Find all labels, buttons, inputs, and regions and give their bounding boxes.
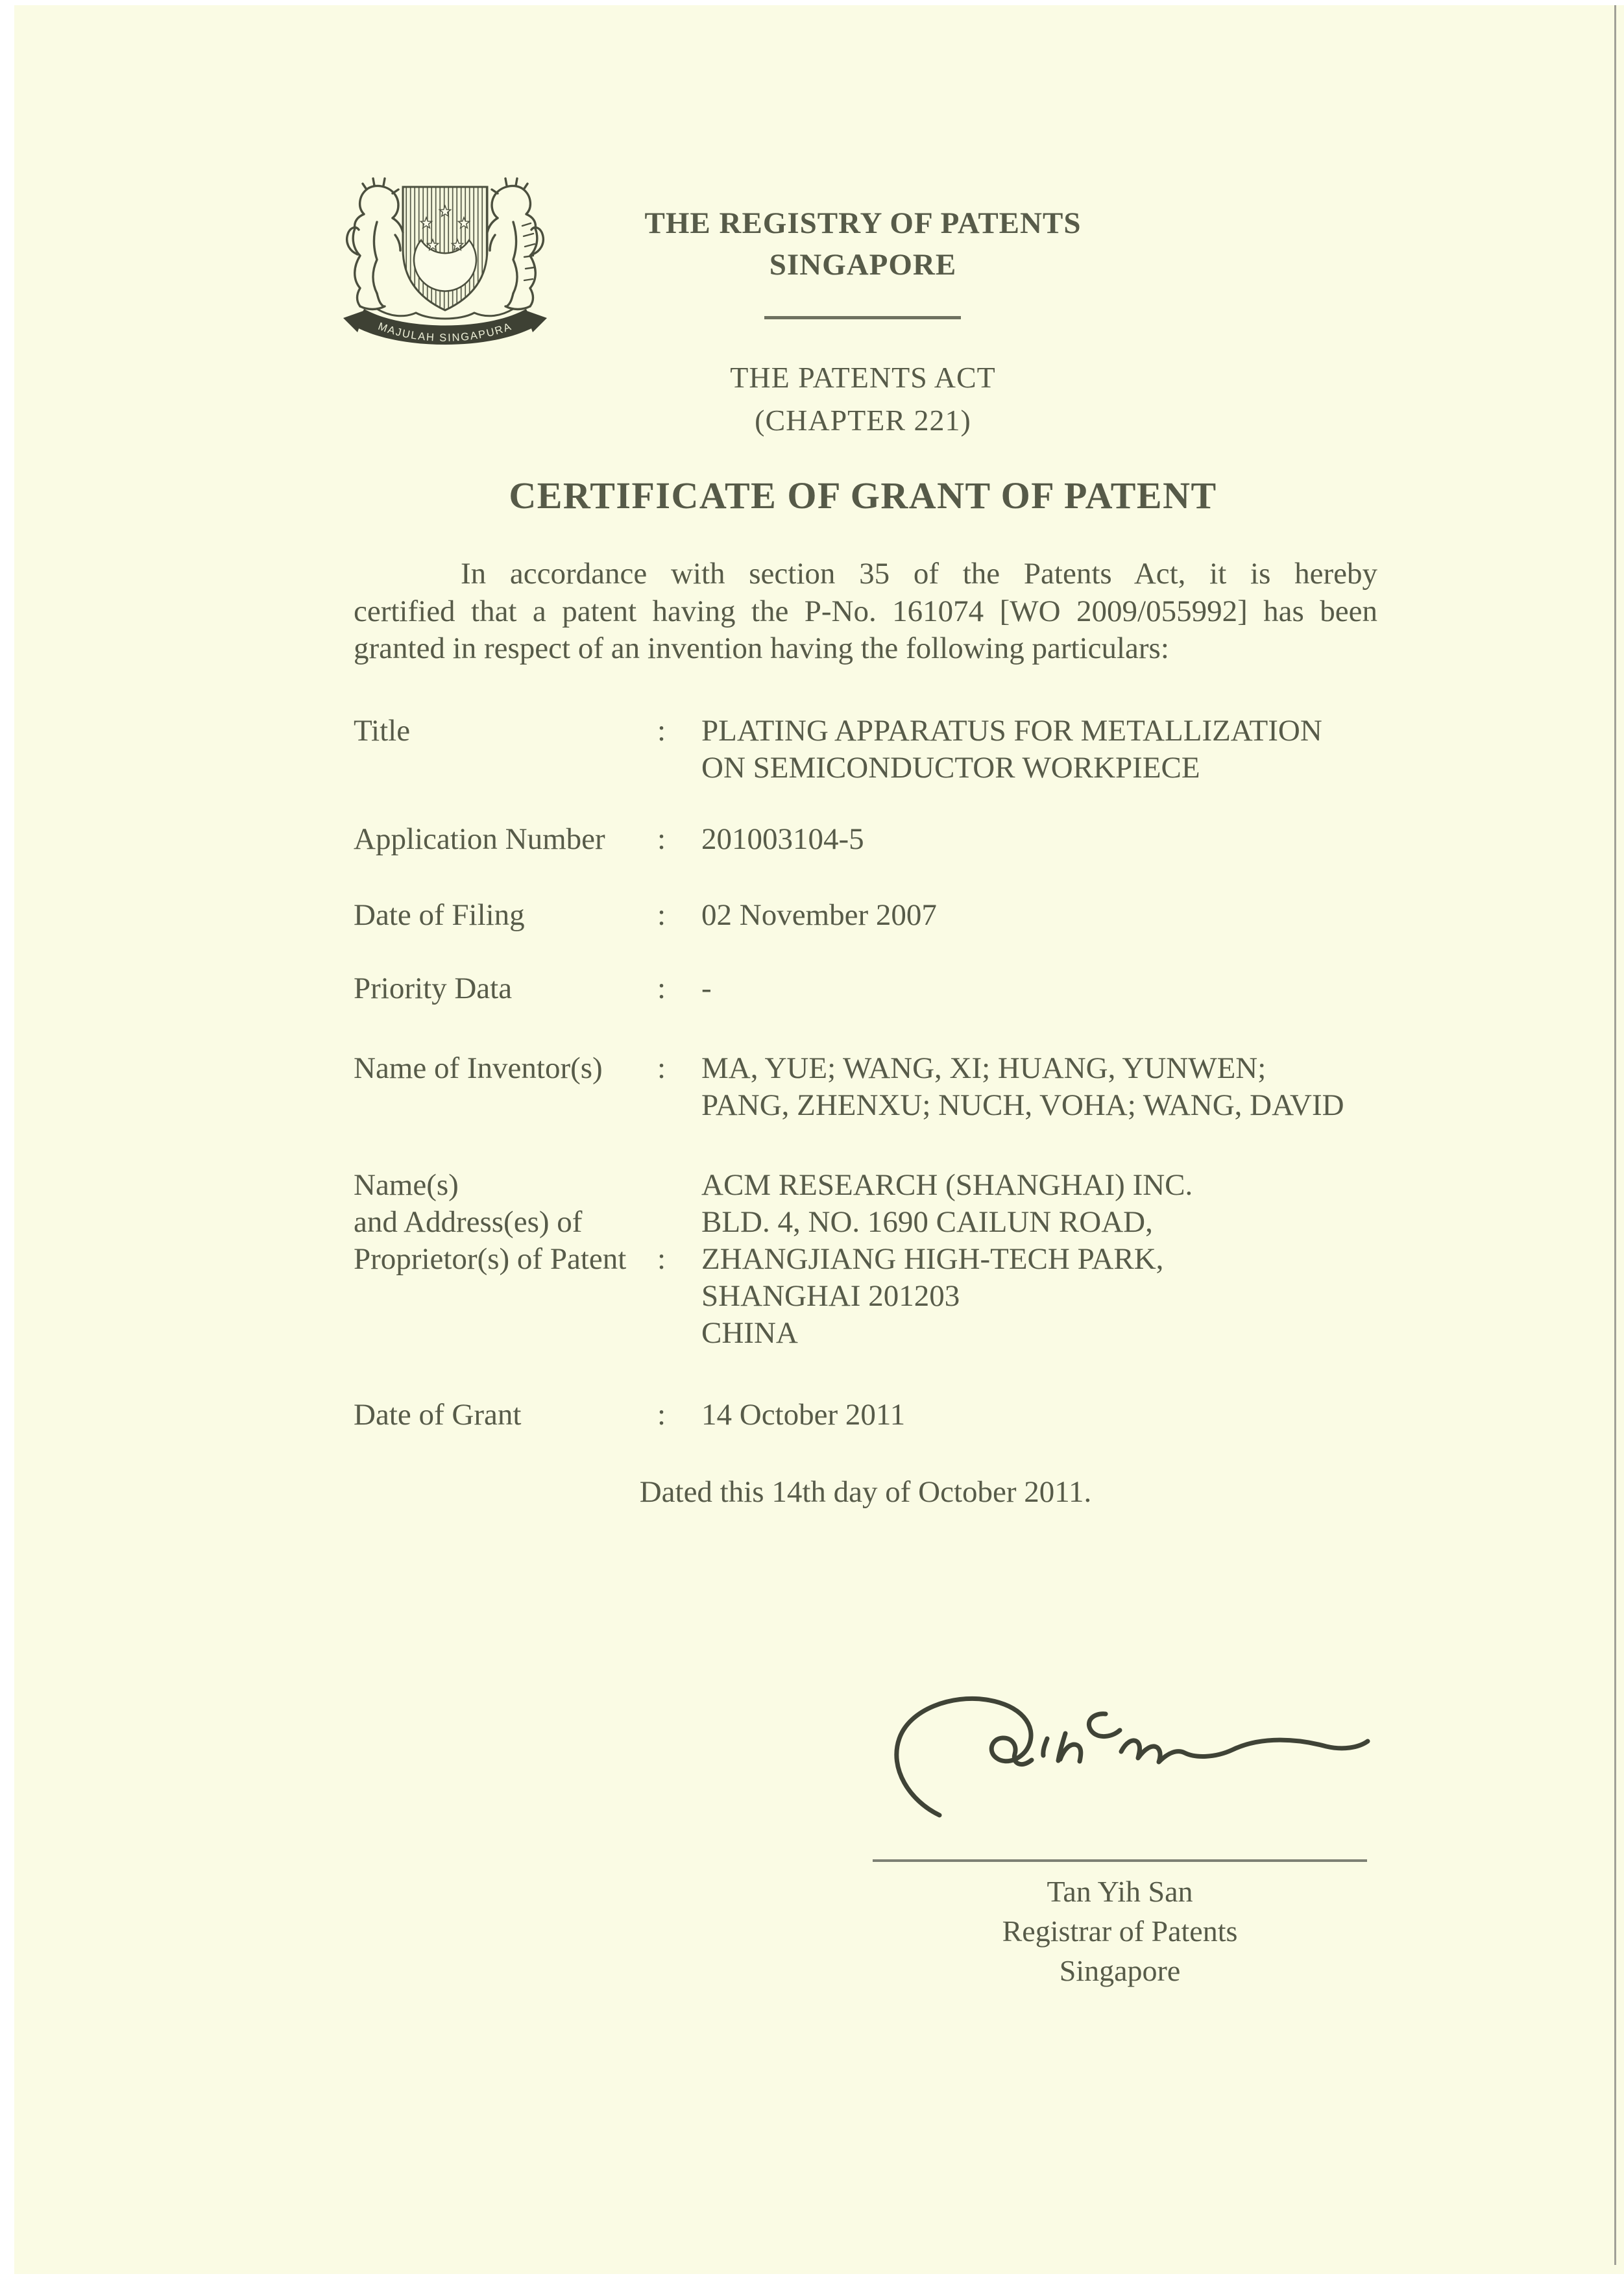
field-label: Date of Filing [354,898,525,932]
intro-line: In accordance with section 35 of the Patents Act, it is hereby [461,557,1377,591]
field-colon: : [657,898,666,932]
registry-name-line: THE REGISTRY OF PATENTS [644,206,1082,240]
act-chapter-line: (CHAPTER 221) [755,404,971,437]
field-value-line: 201003104-5 [701,822,864,856]
crest-motto-text: MAJULAH SINGAPURA [376,320,514,344]
field-label: Title [354,714,411,748]
field-value-line: ZHANGJIANG HIGH-TECH PARK, [701,1242,1164,1276]
field-label: Date of Grant [354,1398,522,1432]
patents-act-header [603,356,1122,442]
field-label: and Address(es) of [354,1205,583,1239]
signatory-role: Registrar of Patents [1002,1914,1238,1948]
registry-header [603,202,1122,286]
signatory-place: Singapore [1059,1954,1181,1987]
field-value-line: ON SEMICONDUCTOR WORKPIECE [701,751,1200,785]
field-value-line: ACM RESEARCH (SHANGHAI) INC. [701,1168,1193,1202]
field-colon: : [657,972,666,1005]
field-value-line: PLATING APPARATUS FOR METALLIZATION [701,714,1322,748]
field-value-line: BLD. 4, NO. 1690 CAILUN ROAD, [701,1205,1153,1239]
field-colon: : [657,822,666,856]
field-row-date-of-grant [354,1397,1418,1434]
field-colon: : [657,1051,666,1085]
field-colon: : [657,1242,666,1276]
handwritten-signature-icon [877,1676,1390,1835]
certificate-title: CERTIFICATE OF GRANT OF PATENT [509,474,1217,517]
field-value-line: MA, YUE; WANG, XI; HUANG, YUNWEN; [701,1051,1266,1085]
field-row-application-number [354,821,1418,858]
field-colon: : [657,1398,666,1432]
signature-rule [873,1859,1367,1862]
signatory-block [873,1872,1367,1990]
intro-line: certified that a patent having the P-No. 161074 [WO 2009/055992] has been [354,594,1377,628]
certificate-sheet [14,5,1624,2274]
field-row-title [354,713,1418,787]
particulars-fields [354,713,1418,1434]
scan-artifact-line [1614,5,1616,2265]
singapore-coat-of-arms-icon [337,157,553,349]
dated-line: Dated this 14th day of October 2011. [639,1475,1092,1509]
registry-country-line: SINGAPORE [769,248,957,282]
intro-paragraph [354,556,1377,668]
field-label: Priority Data [354,972,513,1005]
field-value-line: 14 October 2011 [701,1398,906,1432]
field-value-line: CHINA [701,1316,798,1350]
header-divider-rule [764,316,961,319]
field-row-priority-data [354,970,1418,1007]
field-label: Name(s) [354,1168,459,1202]
field-label: Proprietor(s) of Patent [354,1242,627,1276]
act-title-line: THE PATENTS ACT [730,361,996,394]
field-label: Application Number [354,822,605,856]
signatory-name: Tan Yih San [1047,1875,1193,1908]
field-label: Name of Inventor(s) [354,1051,603,1085]
intro-line: granted in respect of an invention having the following particulars: [354,631,1169,665]
field-value-line: 02 November 2007 [701,898,937,932]
field-colon: : [657,714,666,748]
field-value-line: SHANGHAI 201203 [701,1279,960,1313]
field-value-line: PANG, ZHENXU; NUCH, VOHA; WANG, DAVID [701,1088,1344,1122]
field-row-date-of-filing [354,897,1418,934]
field-row-inventors [354,1050,1418,1124]
field-row-proprietors [354,1167,1418,1352]
field-value-line: - [701,972,712,1005]
